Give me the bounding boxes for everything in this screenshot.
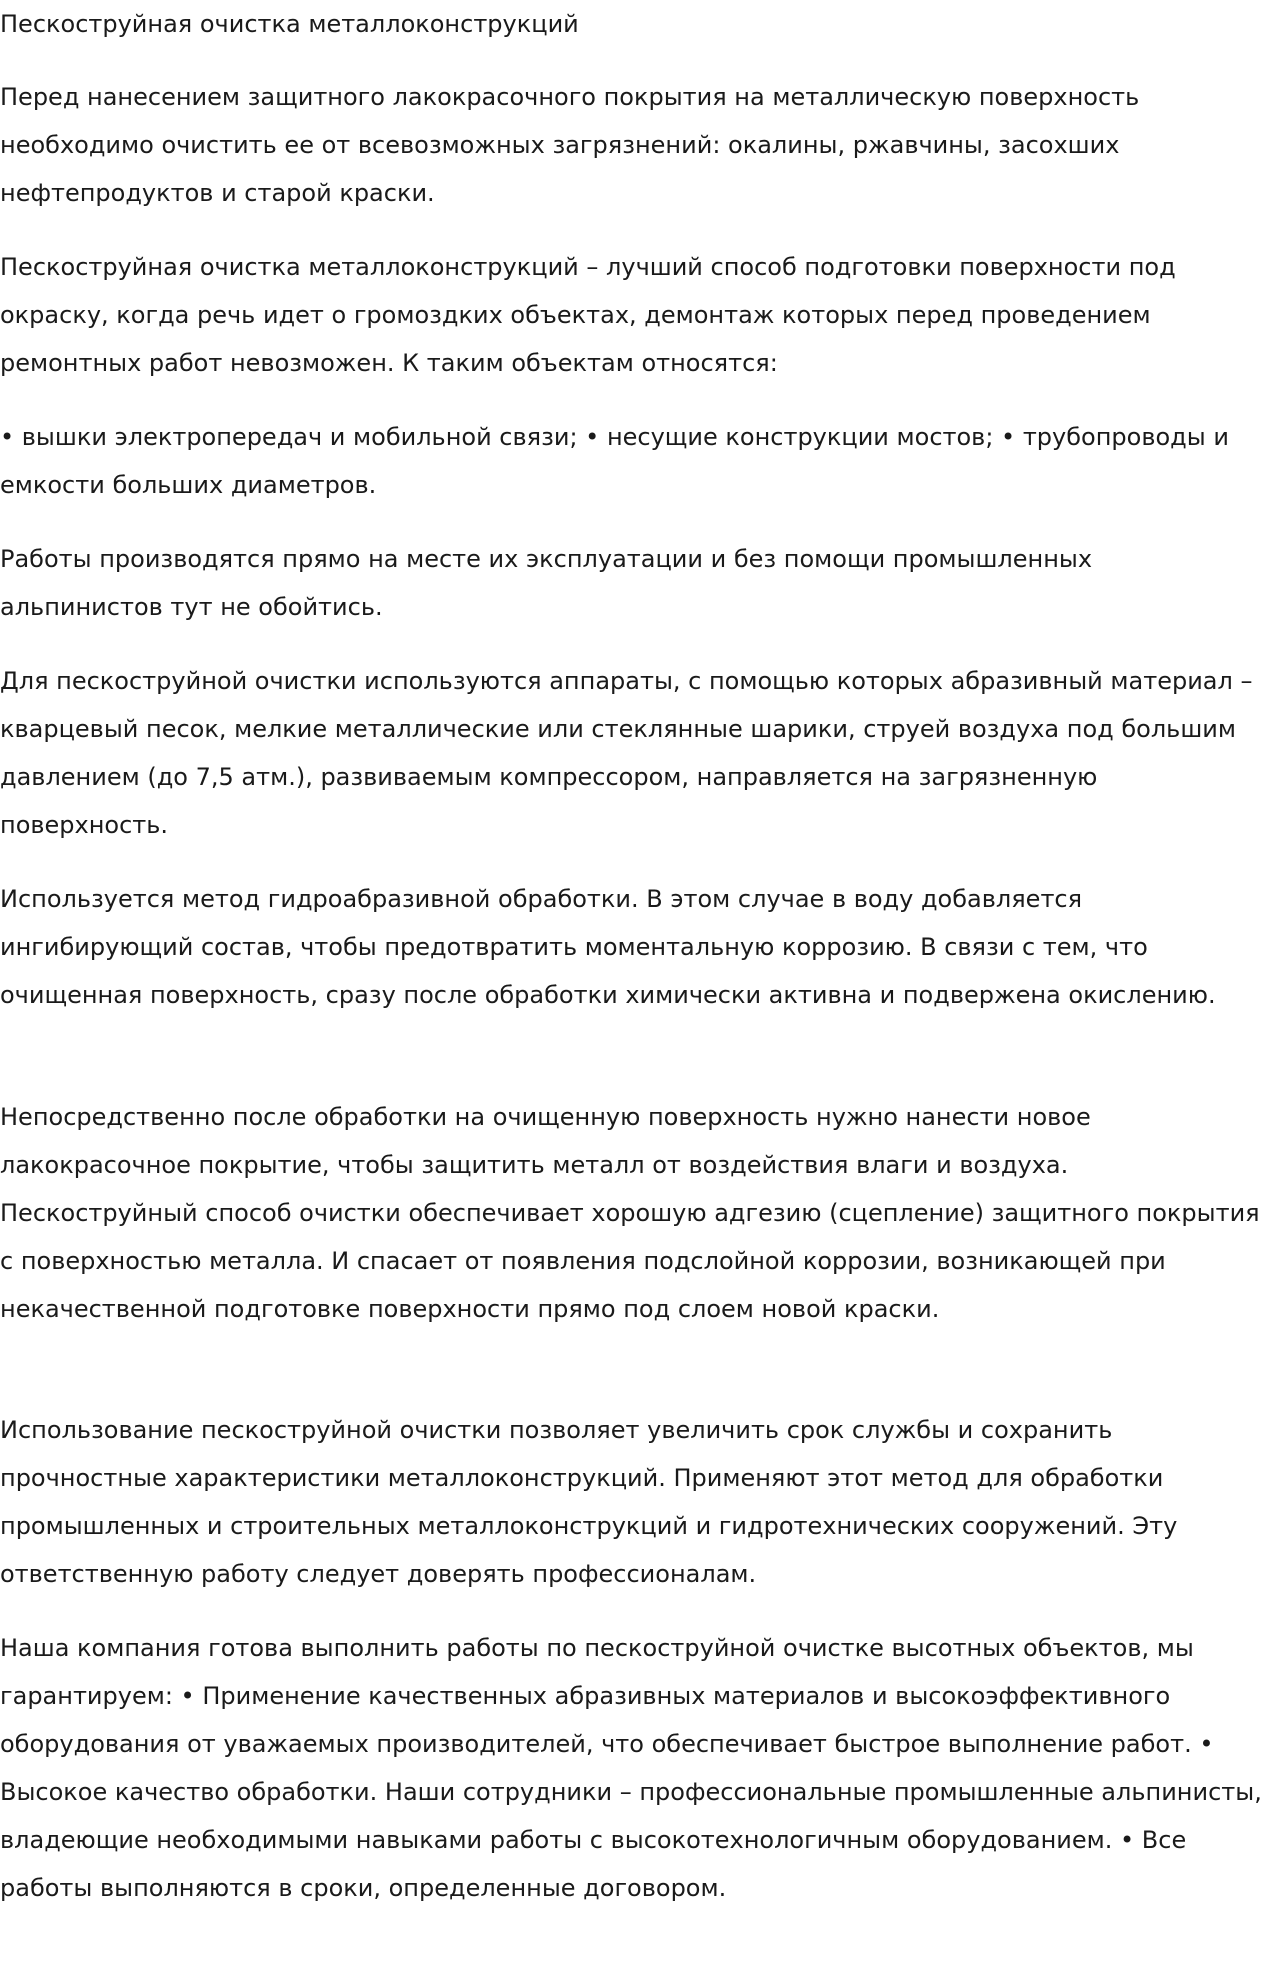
article-paragraph: Работы производятся прямо на месте их эксплуатации и без помощи промышленных альпинистов тут не обойтись. (0, 545, 1093, 621)
article-paragraph: Непосредственно после обработки на очищенную поверхность нужно нанести новое лакокрасочное покрытие, чтобы защитить металл от воздействия влаги и воздуха. Пескоструйный способ очистки обеспечивает хорошую адгезию (сцепление) защитного покрытия с поверхностью металла. И спасает от появления подслойной коррозии, возникающей при некачественной подготовке поверхности прямо под слоем новой краски. (0, 1103, 1260, 1323)
article-paragraph: Использование пескоструйной очистки позволяет увеличить срок службы и сохранить прочностные характеристики металлоконструкций. Применяют этот метод для обработки промышленных и строительных металлоконструкций и гидротехнических сооружений. Эту ответственную работу следует доверять профессионалам. (0, 1416, 1178, 1588)
article-paragraph: Пескоструйная очистка металлоконструкций – лучший способ подготовки поверхности под окраску, когда речь идет о громоздких объектах, демонтаж которых перед проведением ремонтных работ невозможен. К таким объектам относятся: (0, 253, 1176, 377)
article-paragraph: Для пескоструйной очистки используются аппараты, с помощью которых абразивный материал – кварцевый песок, мелкие металлические или стеклянные шарики, струей воздуха под большим давлением (до 7,5 атм.), развиваемым компрессором, направляется на загрязненную поверхность. (0, 667, 1253, 839)
article-paragraph: Используется метод гидроабразивной обработки. В этом случае в воду добавляется ингибирующий состав, чтобы предотвратить моментальную коррозию. В связи с тем, что очищенная поверхность, сразу после обработки химически активна и подвержена окислению. (0, 885, 1216, 1009)
article-paragraph: Перед нанесением защитного лакокрасочного покрытия на металлическую поверхность необходимо очистить ее от всевозможных загрязнений: окалины, ржавчины, засохших нефтепродуктов и старой краски. (0, 83, 1140, 207)
article-title: Пескоструйная очистка металлоконструкций (0, 10, 579, 38)
article-paragraph: Наша компания готова выполнить работы по пескоструйной очистке высотных объектов, мы гарантируем: • Применение качественных абразивных материалов и высокоэффективного оборудования от уважаемых производителей, что обеспечивает быстрое выполнение работ. • Высокое качество обработки. Наши сотрудники – профессиональные промышленные альпинисты, владеющие необходимыми навыками работы с высокотехнологичным оборудованием. • Все работы выполняются в сроки, определенные договором. (0, 1634, 1262, 1902)
article-paragraph: • вышки электропередач и мобильной связи; • несущие конструкции мостов; • трубопроводы и емкости больших диаметров. (0, 423, 1229, 499)
